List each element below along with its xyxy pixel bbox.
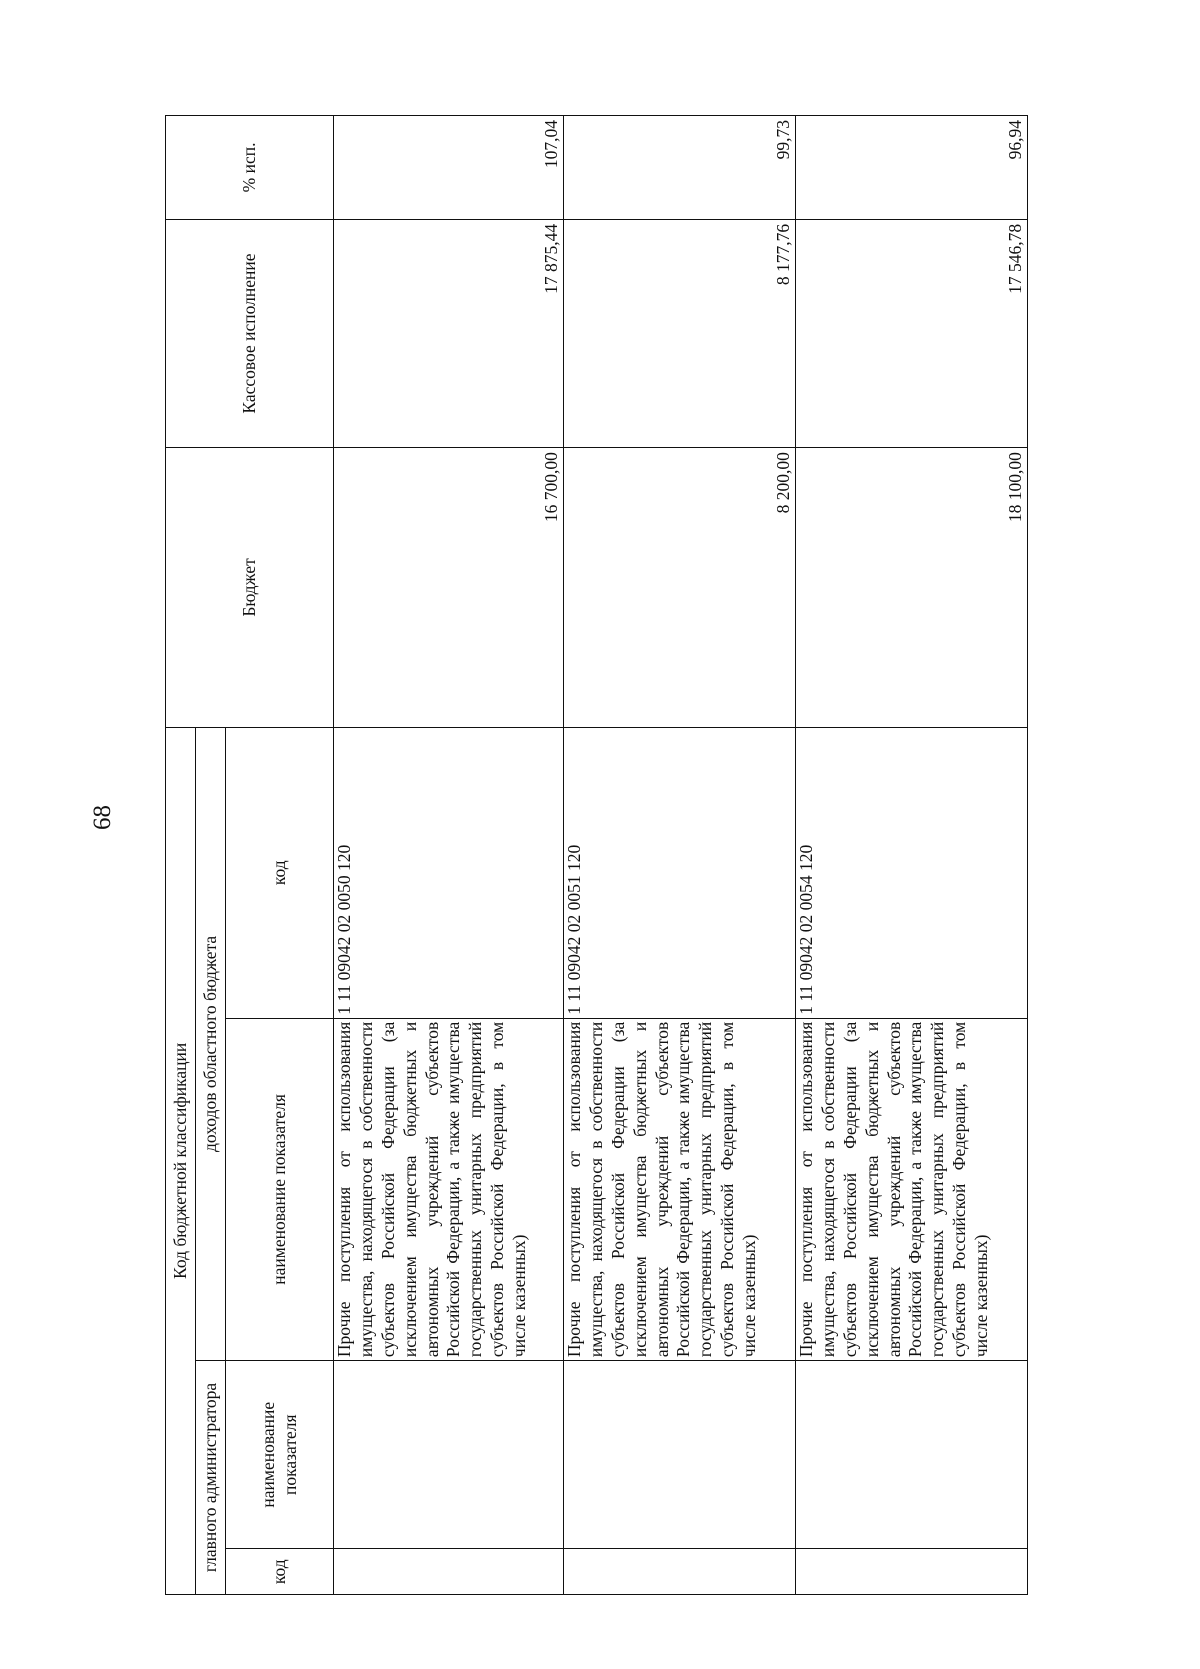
table-row <box>796 116 1028 1595</box>
budget-table <box>165 115 1028 1595</box>
income-name-cell: Прочие поступления от использования имущества, находящегося в собственности субъектов Российской Федерации (за исключением имущества бюджетных и автономных учреждений субъектов Российской Федерации, а также имущества государственных унитарных предприятий субъектов Российской Федерации, в том числе казенных) <box>796 1018 1028 1360</box>
table-header <box>166 116 334 1595</box>
admin-header: главного администратора <box>196 1361 226 1595</box>
income-name-header: наименование показателя <box>226 1018 334 1360</box>
budget-cell: 16 700,00 <box>334 448 564 728</box>
admin-name-cell <box>564 1361 796 1549</box>
admin-name-header: наименование показателя <box>226 1361 334 1549</box>
budget-header: Бюджет <box>166 448 334 728</box>
cash-execution-cell: 17 546,78 <box>796 219 1028 447</box>
income-name-cell: Прочие поступления от использования имущества, находящегося в собственности субъектов Российской Федерации (за исключением имущества бюджетных и автономных учреждений субъектов Российской Федерации, а также имущества государственных унитарных предприятий субъектов Российской Федерации, в том числе казенных) <box>564 1018 796 1360</box>
rotated-page <box>165 115 1025 1595</box>
percent-header: % исп. <box>166 116 334 220</box>
admin-code-cell <box>564 1549 796 1595</box>
table-row <box>334 116 564 1595</box>
cash-execution-header: Кассовое исполнение <box>166 219 334 447</box>
admin-name-cell <box>334 1361 564 1549</box>
income-header: доходов областного бюджета <box>196 727 226 1360</box>
percent-cell: 99,73 <box>564 116 796 220</box>
cash-execution-cell: 17 875,44 <box>334 219 564 447</box>
income-name-cell: Прочие поступления от использования имущества, находящегося в собственности субъектов Российской Федерации (за исключением имущества бюджетных и автономных учреждений субъектов Российской Федерации, а также имущества государственных унитарных предприятий субъектов Российской Федерации, в том числе казенных) <box>334 1018 564 1360</box>
admin-code-cell <box>334 1549 564 1595</box>
cash-execution-cell: 8 177,76 <box>564 219 796 447</box>
admin-name-cell <box>796 1361 1028 1549</box>
table-row <box>564 116 796 1595</box>
page-number: 68 <box>89 805 116 830</box>
group-header: Код бюджетной классификации <box>166 727 196 1594</box>
admin-code-header: код <box>226 1549 334 1595</box>
percent-cell: 107,04 <box>334 116 564 220</box>
budget-cell: 18 100,00 <box>796 448 1028 728</box>
budget-cell: 8 200,00 <box>564 448 796 728</box>
income-code-cell: 1 11 09042 02 0051 120 <box>564 727 796 1018</box>
percent-cell: 96,94 <box>796 116 1028 220</box>
income-code-cell: 1 11 09042 02 0054 120 <box>796 727 1028 1018</box>
income-code-cell: 1 11 09042 02 0050 120 <box>334 727 564 1018</box>
admin-code-cell <box>796 1549 1028 1595</box>
income-code-header: код <box>226 727 334 1018</box>
